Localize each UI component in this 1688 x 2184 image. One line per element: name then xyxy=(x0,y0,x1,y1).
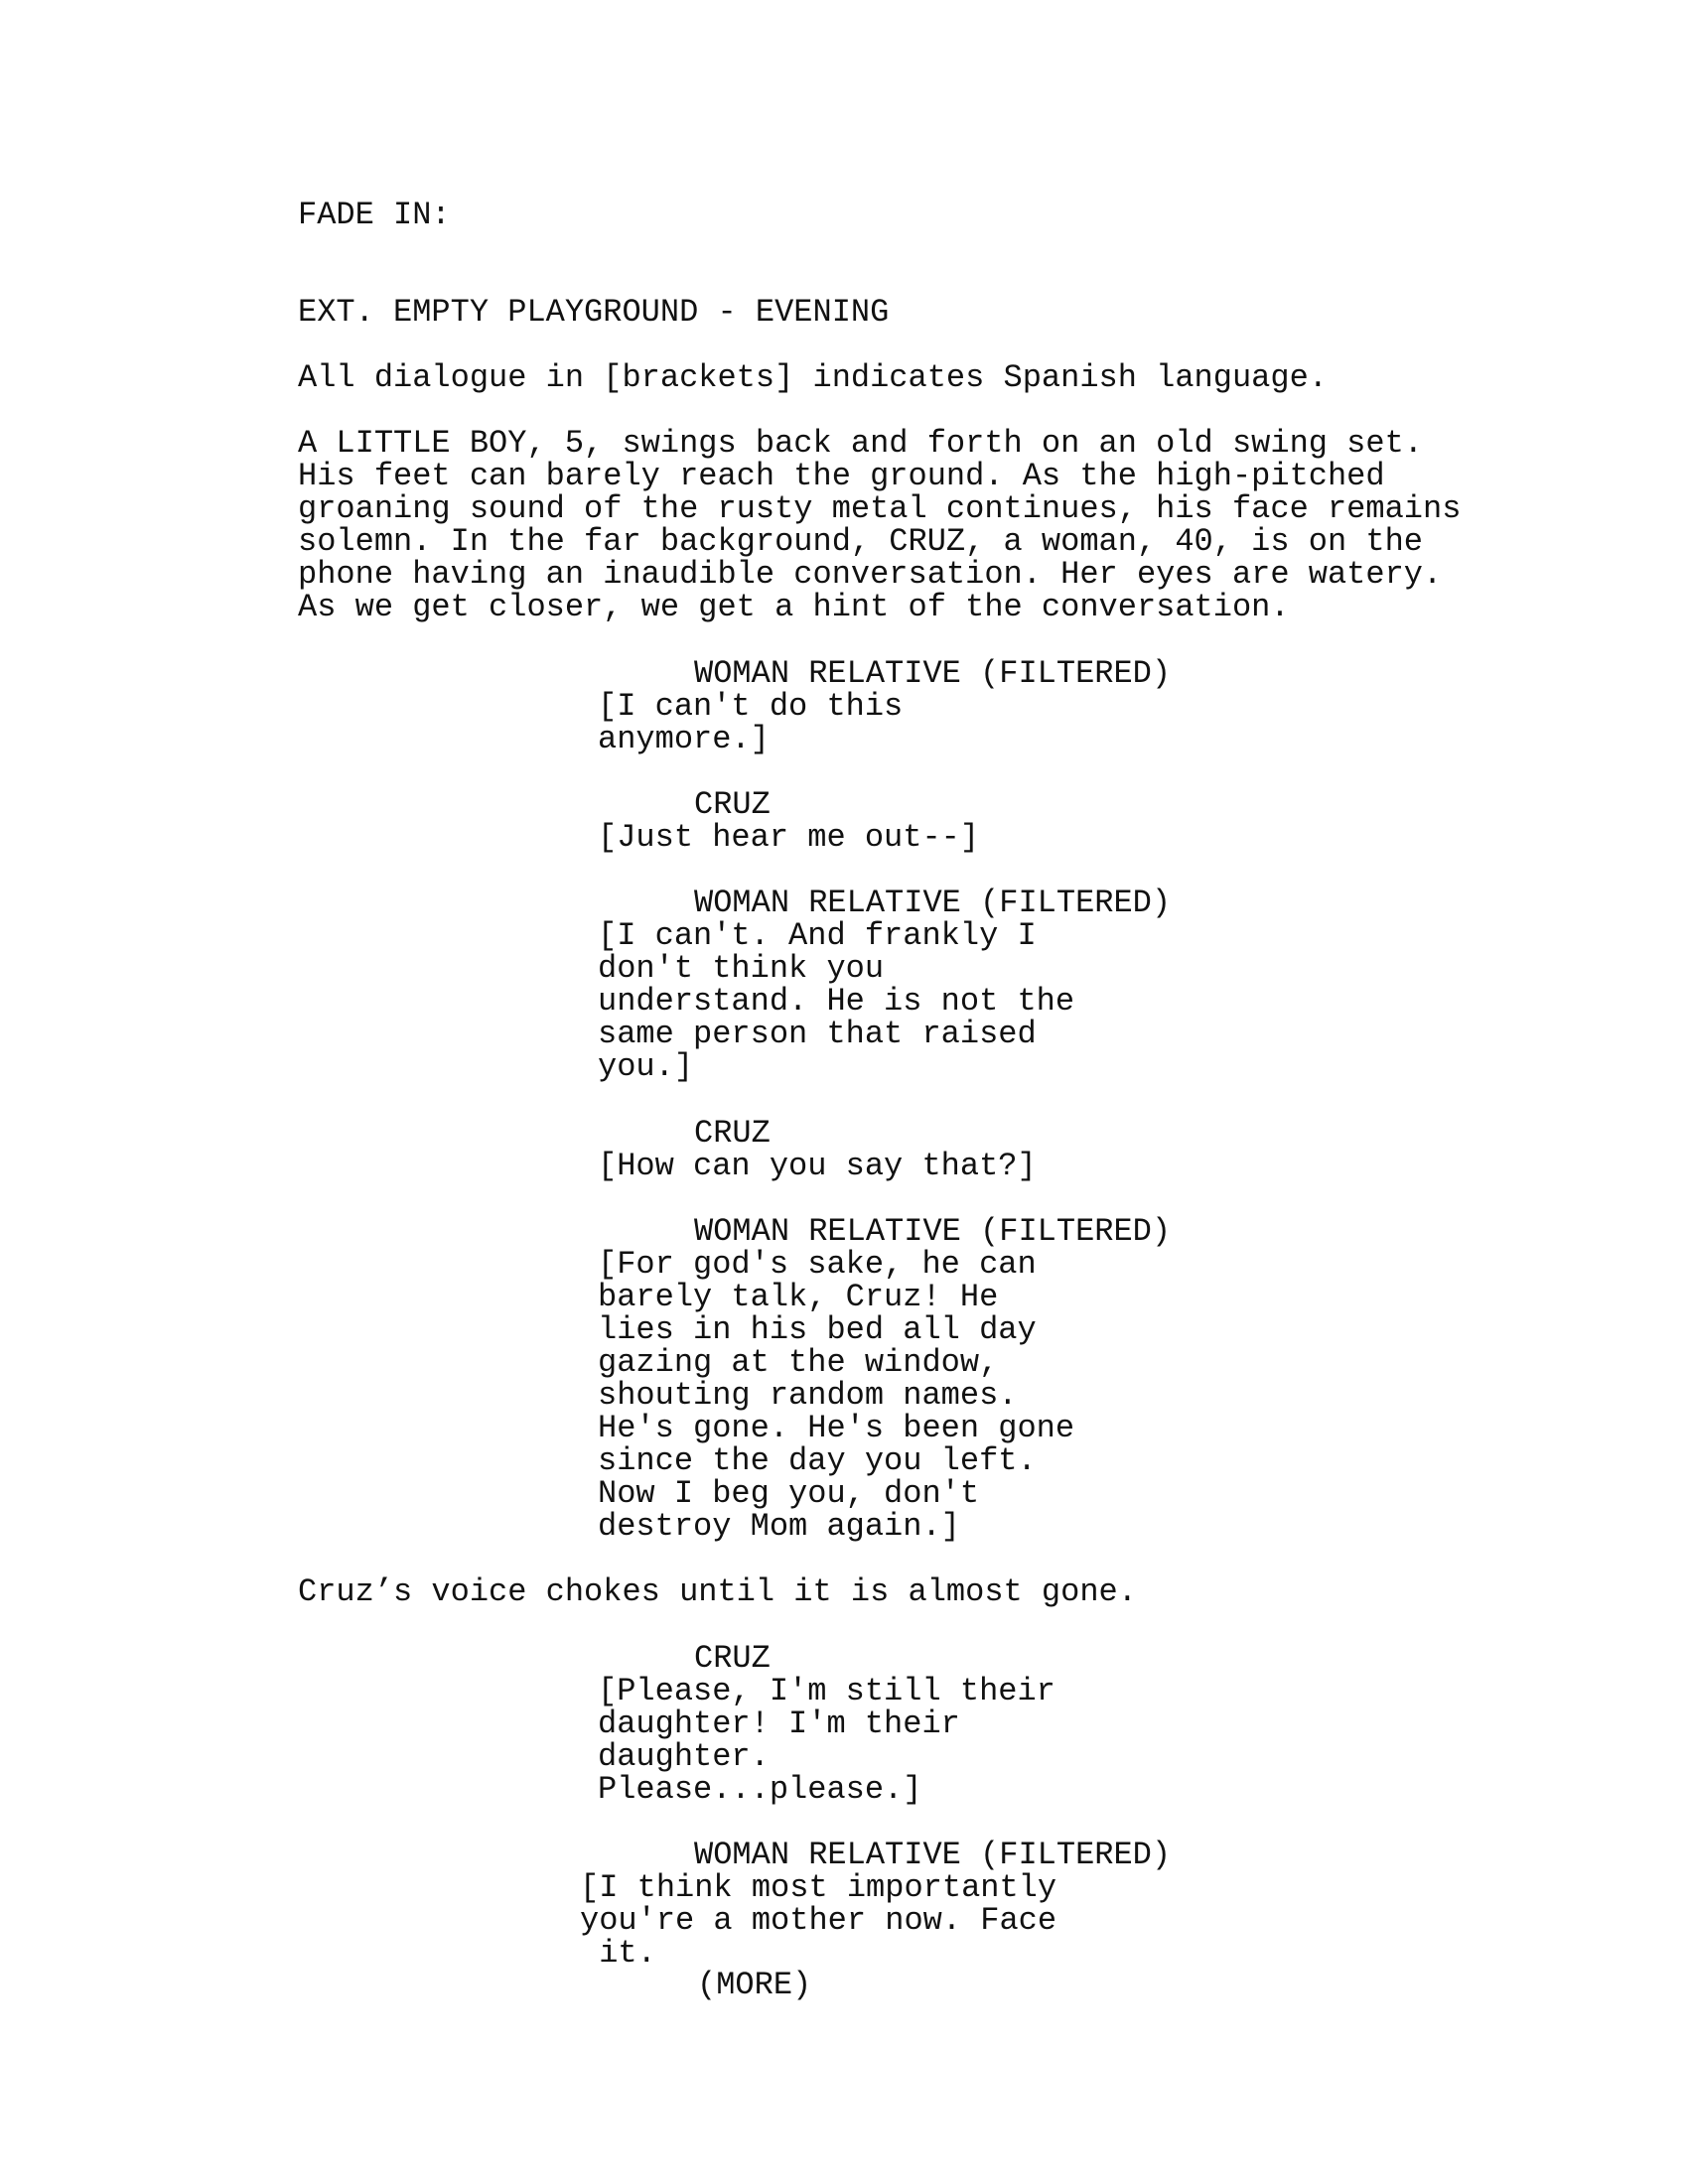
character-name: CRUZ xyxy=(694,786,771,823)
dialogue-line: [Please, I'm still their xyxy=(598,1673,1055,1709)
dialogue-line: understand. He is not the xyxy=(598,983,1075,1020)
action-line: groaning sound of the rusty metal continues, his face remains xyxy=(298,490,1462,527)
more-label: (MORE) xyxy=(697,1967,812,2003)
dialogue-line: Please...please.] xyxy=(598,1771,922,1808)
character-name: WOMAN RELATIVE (FILTERED) xyxy=(694,655,1172,692)
character-name: CRUZ xyxy=(694,1115,771,1152)
dialogue-line: same person that raised xyxy=(598,1016,1037,1052)
dialogue-line: destroy Mom again.] xyxy=(598,1508,960,1545)
dialogue-line: gazing at the window, xyxy=(598,1344,999,1381)
dialogue-line: daughter. xyxy=(598,1738,770,1775)
dialogue-line: [I can't. And frankly I xyxy=(598,917,1037,954)
action-line: phone having an inaudible conversation. Her eyes are watery. xyxy=(298,556,1443,593)
action-line: His feet can barely reach the ground. As the high-pitched xyxy=(298,458,1385,494)
dialogue-line: Now I beg you, don't xyxy=(598,1475,980,1512)
transition: FADE IN: xyxy=(298,197,451,233)
dialogue-line: [For god's sake, he can xyxy=(598,1246,1037,1283)
dialogue-line: [Just hear me out--] xyxy=(598,819,980,856)
dialogue-line: shouting random names. xyxy=(598,1377,1018,1414)
dialogue-line: you're a mother now. Face xyxy=(580,1902,1057,1939)
character-name: WOMAN RELATIVE (FILTERED) xyxy=(694,885,1172,921)
dialogue-line: anymore.] xyxy=(598,721,770,757)
action-line: solemn. In the far background, CRUZ, a woman, 40, is on the xyxy=(298,523,1423,560)
dialogue-line: [I can't do this xyxy=(598,688,904,725)
dialogue-line: daughter! I'm their xyxy=(598,1706,960,1742)
action-line: Cruz’s voice chokes until it is almost gone. xyxy=(298,1573,1137,1610)
character-name: CRUZ xyxy=(694,1640,771,1677)
dialogue-line: [I think most importantly xyxy=(580,1869,1057,1906)
dialogue-line: since the day you left. xyxy=(598,1442,1037,1479)
scene-heading: EXT. EMPTY PLAYGROUND - EVENING xyxy=(298,294,890,331)
dialogue-line: [How can you say that?] xyxy=(598,1148,1037,1184)
action-note: All dialogue in [brackets] indicates Spanish language. xyxy=(298,359,1328,396)
dialogue-line: it. xyxy=(580,1935,656,1972)
character-name: WOMAN RELATIVE (FILTERED) xyxy=(694,1837,1172,1873)
dialogue-line: don't think you xyxy=(598,950,885,987)
character-name: WOMAN RELATIVE (FILTERED) xyxy=(694,1213,1172,1250)
action-line: As we get closer, we get a hint of the conversation. xyxy=(298,589,1290,625)
dialogue-line: you.] xyxy=(598,1048,694,1085)
dialogue-line: He's gone. He's been gone xyxy=(598,1410,1075,1446)
dialogue-line: lies in his bed all day xyxy=(598,1311,1037,1348)
dialogue-line: barely talk, Cruz! He xyxy=(598,1279,999,1315)
action-line: A LITTLE BOY, 5, swings back and forth on an old swing set. xyxy=(298,425,1423,462)
